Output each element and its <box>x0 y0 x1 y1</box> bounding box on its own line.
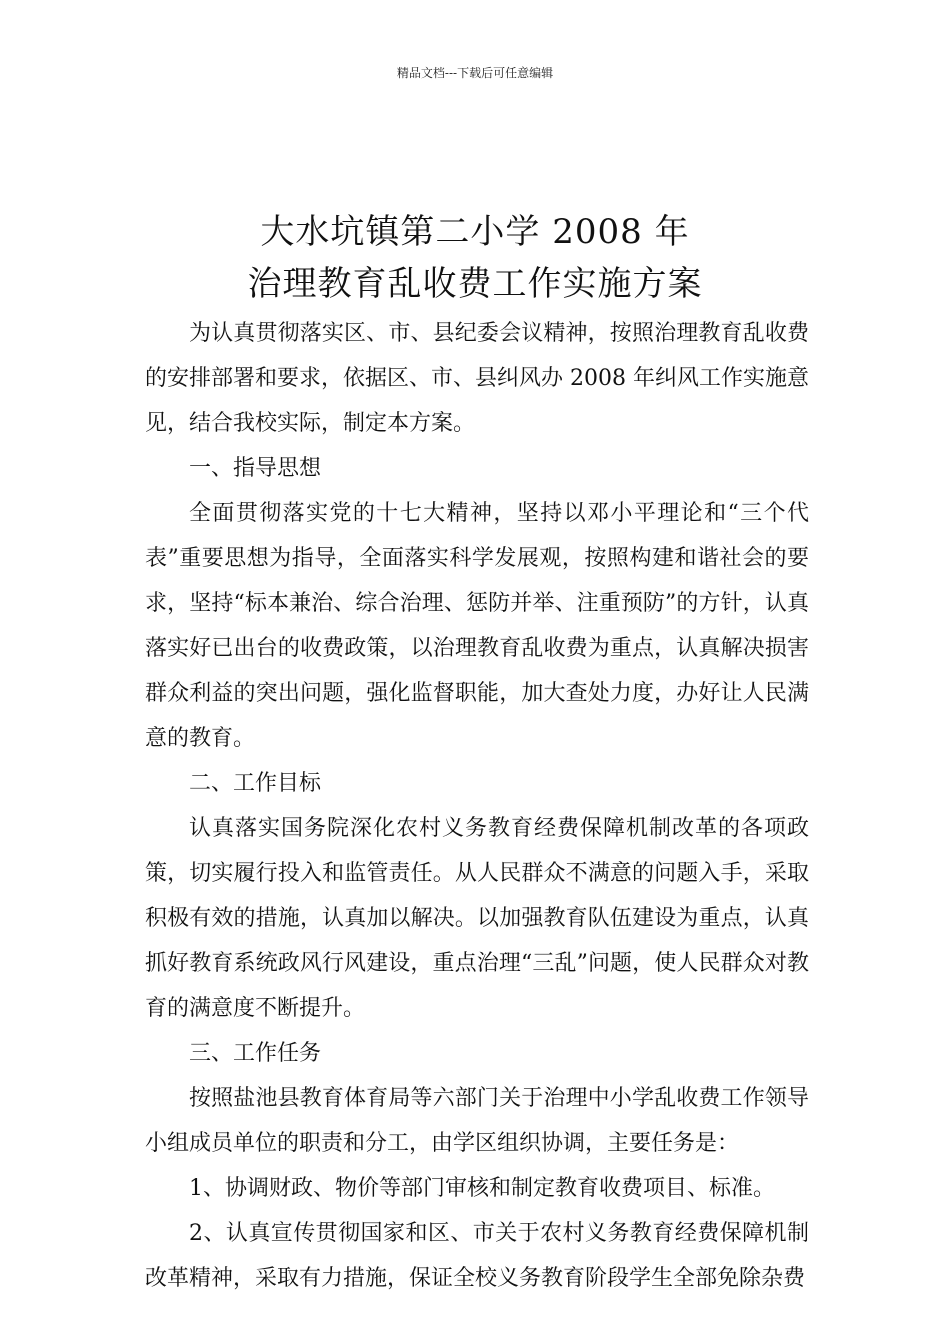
title-line-1: 大水坑镇第二小学 2008 年 <box>260 212 690 252</box>
section-heading-work-goals: 二、工作目标 <box>189 771 322 796</box>
task-item-2: 2、认真宣传贯彻国家和区、市关于农村义务教育经费保障机制改革精神，采取有力措施，保证全校义务教育阶段学生全部免除杂费 <box>145 1221 809 1291</box>
header-note: 精品文档---下载后可任意编辑 <box>396 66 554 80</box>
section-heading-work-tasks: 三、工作任务 <box>189 1041 322 1066</box>
intro-paragraph: 为认真贯彻落实区、市、县纪委会议精神，按照治理教育乱收费的安排部署和要求，依据区、市、县纠风办 2008 年纠风工作实施意见，结合我校实际，制定本方案。 <box>145 321 809 436</box>
task-item-1: 1、协调财政、物价等部门审核和制定教育收费项目、标准。 <box>189 1176 775 1201</box>
guiding-ideology-paragraph: 全面贯彻落实党的十七大精神，坚持以邓小平理论和“三个代表”重要思想为指导，全面落实科学发展观，按照构建和谐社会的要求，坚持“标本兼治、综合治理、惩防并举、注重预防”的方针，认真落实好已出台的收费政策，以治理教育乱收费为重点，认真解决损害群众利益的突出问题，强化监督职能，加大查处力度，办好让人民满意的教育。 <box>145 501 809 751</box>
section-heading-guiding-ideology: 一、指导思想 <box>189 456 322 481</box>
title-line-2: 治理教育乱收费工作实施方案 <box>247 264 703 304</box>
work-goals-paragraph: 认真落实国务院深化农村义务教育经费保障机制改革的各项政策，切实履行投入和监管责任。从人民群众不满意的问题入手，采取积极有效的措施，认真加以解决。以加强教育队伍建设为重点，认真抓好教育系统政风行风建设，重点治理“三乱”问题，使人民群众对教育的满意度不断提升。 <box>145 816 809 1021</box>
document-body <box>145 311 809 1301</box>
document-title <box>0 206 950 310</box>
work-tasks-intro-paragraph: 按照盐池县教育体育局等六部门关于治理中小学乱收费工作领导小组成员单位的职责和分工，由学区组织协调，主要任务是： <box>145 1086 809 1156</box>
